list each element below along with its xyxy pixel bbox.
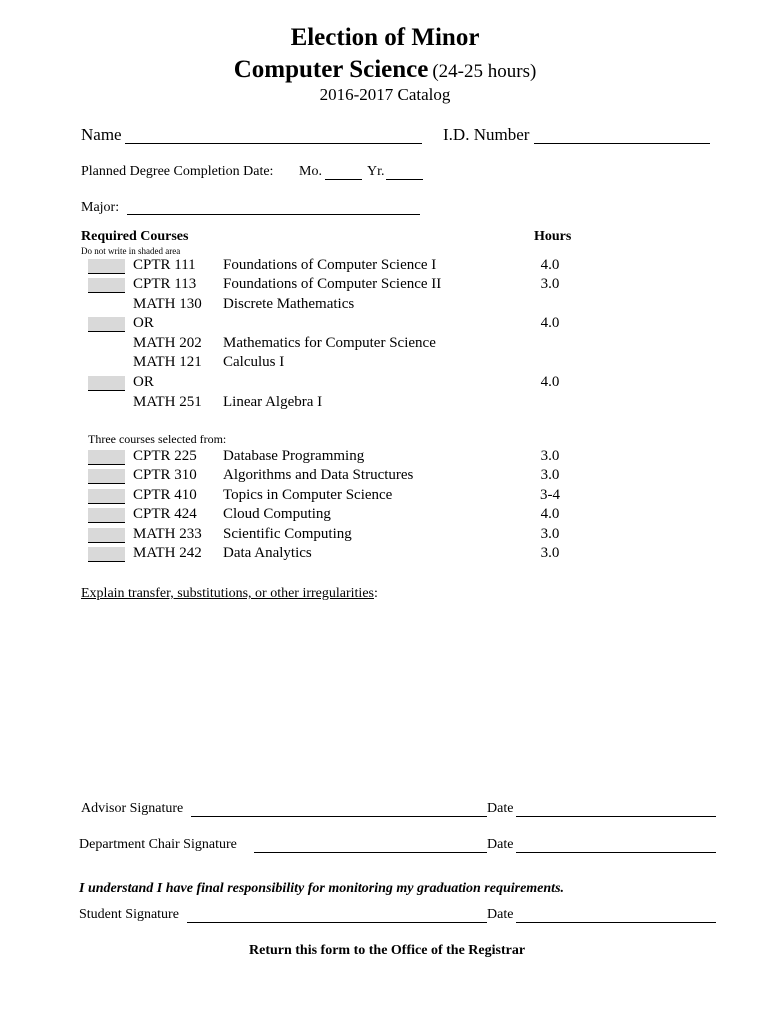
id-label: I.D. Number (443, 125, 530, 144)
explain-colon: : (373, 586, 378, 601)
responsibility-statement: I understand I have final responsibility for monitoring my graduation requirements. (79, 881, 565, 896)
course-code: CPTR 225 (133, 448, 197, 464)
course-code: CPTR 310 (133, 467, 197, 483)
course-title: Topics in Computer Science (223, 487, 393, 503)
explain-label-row (81, 586, 378, 602)
course-code: CPTR 424 (133, 506, 197, 522)
name-label: Name (81, 125, 122, 144)
advisor-date-label: Date (487, 801, 514, 816)
completion-label: Planned Degree Completion Date: (81, 164, 274, 179)
shaded-note: Do not write in shaded area (81, 246, 181, 256)
course-hours: 4.0 (540, 506, 560, 522)
year-input-line[interactable] (386, 179, 423, 180)
course-title: Linear Algebra I (223, 394, 323, 410)
advisor-signature-line[interactable] (191, 816, 487, 817)
course-code: MATH 130 (133, 296, 202, 312)
shaded-check-box (88, 508, 125, 523)
major-input-line[interactable] (127, 214, 420, 215)
shaded-check-box (88, 469, 125, 484)
course-code: CPTR 111 (133, 257, 196, 273)
advisor-signature-label: Advisor Signature (81, 801, 184, 816)
chair-signature-line[interactable] (254, 852, 487, 853)
course-code: MATH 233 (133, 526, 202, 542)
shaded-check-box (88, 376, 125, 391)
course-code: CPTR 113 (133, 276, 197, 292)
course-title: Foundations of Computer Science II (223, 276, 442, 292)
minor-name: Computer Science (233, 56, 429, 83)
course-hours: 3.0 (540, 467, 560, 483)
shaded-check-box (88, 259, 125, 274)
course-hours: 3.0 (540, 545, 560, 561)
course-hours: 3.0 (540, 276, 560, 292)
course-title: Algorithms and Data Structures (223, 467, 414, 483)
shaded-check-box (88, 317, 125, 332)
advisor-date-line[interactable] (516, 816, 716, 817)
course-hours: 3.0 (540, 448, 560, 464)
student-date-label: Date (487, 907, 514, 922)
return-instruction: Return this form to the Office of the Registrar (249, 943, 526, 958)
shaded-check-box (88, 489, 125, 504)
electives-heading: Three courses selected from: (88, 432, 227, 446)
course-code: MATH 251 (133, 394, 202, 410)
explain-textarea[interactable] (81, 610, 721, 780)
course-title: Mathematics for Computer Science (223, 335, 436, 351)
shaded-check-box (88, 528, 125, 543)
chair-date-label: Date (487, 837, 514, 852)
major-label: Major: (81, 200, 120, 215)
student-signature-line[interactable] (187, 922, 487, 923)
or-separator: OR (133, 374, 154, 390)
explain-label: Explain transfer, substitutions, or other irregularities (81, 586, 374, 601)
course-title: Database Programming (223, 448, 365, 464)
course-code: MATH 121 (133, 354, 202, 370)
or-separator: OR (133, 315, 154, 331)
course-hours: 4.0 (540, 257, 560, 273)
shaded-check-box (88, 278, 125, 293)
course-title: Calculus I (223, 354, 285, 370)
student-signature-label: Student Signature (79, 907, 179, 922)
course-title: Discrete Mathematics (223, 296, 355, 312)
minor-hours: (24-25 hours) (432, 61, 537, 82)
course-code: MATH 242 (133, 545, 202, 561)
course-hours: 4.0 (540, 315, 560, 331)
course-hours: 3-4 (540, 487, 560, 503)
course-hours: 3.0 (540, 526, 560, 542)
required-heading: Required Courses (81, 229, 189, 244)
id-input-line[interactable] (534, 143, 710, 144)
course-code: CPTR 410 (133, 487, 197, 503)
year-label: Yr. (367, 164, 385, 179)
course-hours: 4.0 (540, 374, 560, 390)
form-title: Election of Minor (290, 24, 480, 51)
course-code: MATH 202 (133, 335, 202, 351)
student-date-line[interactable] (516, 922, 716, 923)
shaded-check-box (88, 547, 125, 562)
course-title: Data Analytics (223, 545, 312, 561)
minor-title (0, 56, 770, 84)
name-input-line[interactable] (125, 143, 422, 144)
course-title: Scientific Computing (223, 526, 352, 542)
catalog-year: 2016-2017 Catalog (319, 85, 451, 104)
chair-date-line[interactable] (516, 852, 716, 853)
month-label: Mo. (299, 164, 322, 179)
shaded-check-box (88, 450, 125, 465)
course-title: Cloud Computing (223, 506, 331, 522)
course-title: Foundations of Computer Science I (223, 257, 437, 273)
hours-heading: Hours (534, 229, 572, 244)
month-input-line[interactable] (325, 179, 362, 180)
chair-signature-label: Department Chair Signature (79, 837, 237, 852)
